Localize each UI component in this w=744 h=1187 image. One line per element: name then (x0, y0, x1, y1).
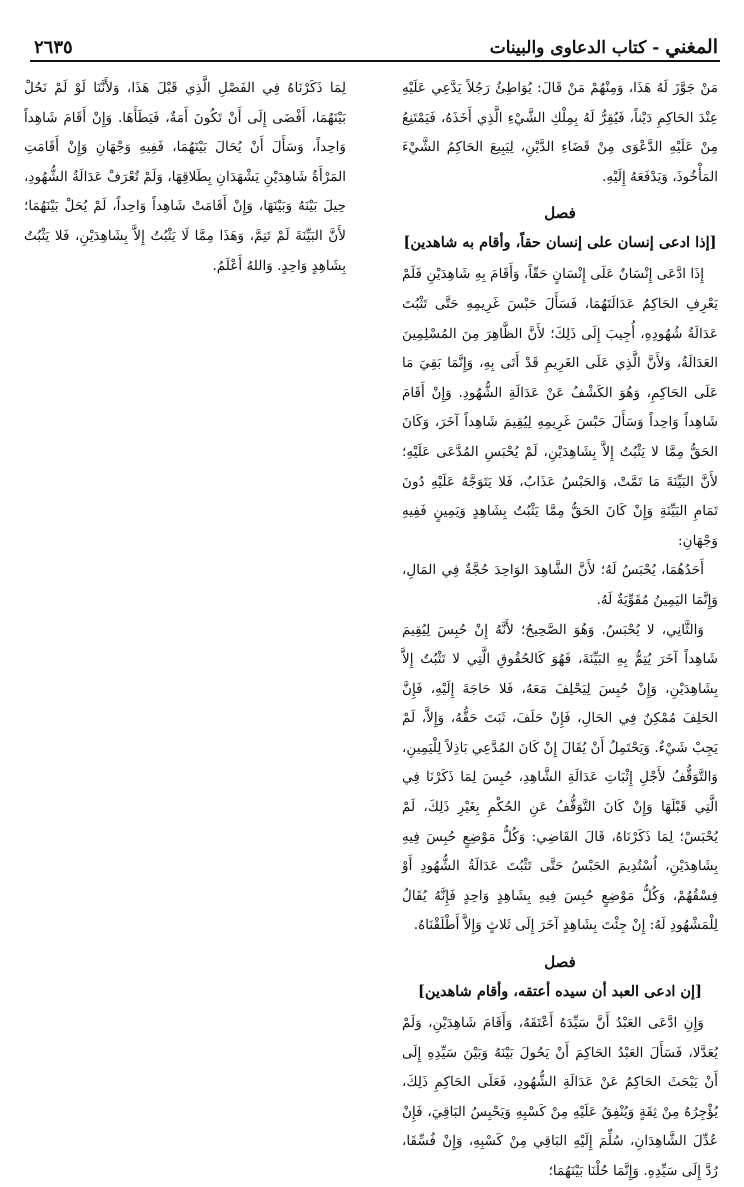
title-separator: - (646, 38, 666, 58)
running-title (490, 36, 718, 58)
book-title: المغني (665, 36, 718, 58)
section-2-label: فصل (544, 953, 576, 972)
section-2-title: [إن ادعى العبد أن سيده أعتقه، وأقام شاهدين] (418, 983, 702, 1001)
continuation-paragraph: لِمَا ذَكَرْنَاهُ فِي الفَصْلِ الَّذِي قَبْلَ هَذَا، وَلأَنَّنَا لَوْ لَمْ نَحُلْ بَيْنَهُمَا، أَفْضَى إِلَى أَنْ تَكُونَ أَمَةٌ، فَيَطَأَهَا. وَإِنْ أَقَامَ شَاهِداً وَاحِداً، وَسَأَلَ أَنْ يُحَالَ بَيْنَهُمَا، فَفِيهِ وَجْهَانِ وَإِنْ أَقَامَتِ المَرْأَةُ شَاهِدَيْنِ يَشْهَدَانِ بِطَلاقِهَا، وَلَمْ تُعْرَفْ عَدَالَةُ الشُّهُودِ، حِيلَ بَيْنَهُ وَبَيْنَهَا، وَإِنْ أَقَامَتْ شَاهِداً وَاحِداً، لَمْ يُحَلْ بَيْنَهُمَا؛ لأَنَّ البَيِّنَةَ لَمْ تَتِمَّ، وَهَذَا مِمَّا لَا يَثْبُتُ إِلاَّ بِشَاهِدَيْنِ، فَلا يَثْبُتُ بِشَاهِدٍ وَاحِدٍ. وَاللهُ أَعْلَمُ. (24, 80, 346, 274)
section-1-label: فصل (544, 204, 576, 223)
section-1-title: [إذا ادعى إنسان على إنسان حقاً، وأقام به شاهدين] (403, 234, 717, 252)
right-column (402, 74, 718, 1187)
header-rule (30, 60, 720, 62)
section-1-paragraph-2: أَحَدُهُمَا، يُحْبَسُ لَهُ؛ لأَنَّ الشَّاهِدَ الوَاحِدَ حُجَّةٌ فِي المَالِ، وَإِنَّمَا اليَمِينُ مُقَوِّيَةٌ لَهُ. (402, 562, 718, 608)
page-number: ٢٦٣٥ (34, 37, 73, 58)
chapter-title: كتاب الدعاوى والبينات (489, 38, 647, 58)
left-column (24, 74, 346, 281)
section-1-paragraph-1: إِذَا ادَّعَى إِنْسَانٌ عَلَى إِنْسَانٍ حَقّاً، وَأَقَامَ بِهِ شَاهِدَيْنِ فَلَمْ يَعْرِفِ الحَاكِمُ عَدَالَتَهُمَا، فَسَأَلَ حَبْسَ غَرِيمِهِ حَتَّى تَثْبُتَ عَدَالَةُ شُهُودِهِ، أُجِيبَ إِلَى ذَلِكَ؛ لأَنَّ الظَّاهِرَ مِنَ المُسْلِمِينَ العَدَالَةُ، وَلأَنَّ الَّذِي عَلَى الغَرِيمِ قَدْ أَتَى بِهِ، وَإِنَّمَا بَقِيَ مَا عَلَى الحَاكِمِ، وَهُوَ الكَشْفُ عَنْ عَدَالَةِ الشُّهُودِ. وَإِنْ أَقَامَ شَاهِداً وَاحِداً وَسَأَلَ حَبْسَ غَرِيمِهِ لِيُقِيمَ شَاهِداً آخَرَ، وَكَانَ الحَقُّ مِمَّا لا يَثْبُتُ إِلاَّ بِشَاهِدَيْنِ، لَمْ يُحْبَسِ المُدَّعَى عَلَيْهِ؛ لأَنَّ البَيِّنَةَ مَا تَمَّتْ، وَالحَبْسُ عَذَابٌ، فَلا يَتَوَجَّهُ عَلَيْهِ دُونَ تَمَامِ البَيِّنَةِ وَإِنْ كَانَ الحَقُّ مِمَّا يَثْبُتُ بِشَاهِدٍ وَيَمِينٍ فَفِيهِ وَجْهَانِ: (402, 266, 718, 549)
section-1-paragraph-3: وَالثَّانِي، لا يُحْبَسُ. وَهُوَ الصَّحِيحُ؛ لأَنَّهُ إِنْ حُبِسَ لِيُقِيمَ شَاهِداً آخَرَ يُتِمُّ بِهِ البَيِّنَةَ، فَهُوَ كَالحُقُوقِ الَّتِي لا تَثْبُتُ إِلاَّ بِشَاهِدَيْنِ، وَإِنْ حُبِسَ لِيَحْلِفَ مَعَهُ، فَلا حَاجَةَ إِلَيْهِ، فَإِنَّ الحَلِفَ مُمْكِنٌ فِي الحَالِ، فَإِنْ حَلَفَ، ثَبَتَ حَقُّهُ، وَإِلاَّ، لَمْ يَجِبْ شَيْءٌ. وَيَحْتَمِلُ أَنْ يُقَالَ إِنْ كَانَ المُدَّعِي بَاذِلاً لِلْيَمِينِ، وَالتَّوَقُّفُ لأَجْلِ إِثْبَاتِ عَدَالَةِ الشَّاهِدِ، حُبِسَ لِمَا ذَكَرْنَا فِي الَّتِي قَبْلَهَا وَإِنْ كَانَ التَّوَقُّفُ عَنِ الحُكْمِ بِغَيْرِ ذَلِكَ، لَمْ يُحْبَسْ؛ لِمَا ذَكَرْنَاهُ، قَالَ القَاضِي: وَكُلُّ مَوْضِعٍ حُبِسَ فِيهِ بِشَاهِدَيْنِ، اُسْتُدِيمَ الحَبْسُ حَتَّى تَثْبُتَ عَدَالَةُ الشُّهُودِ أَوْ فِسْقُهُمْ، وَكُلُّ مَوْضِعٍ حُبِسَ فِيهِ بِشَاهِدٍ وَاحِدٍ فَإِنَّهُ يُقَالُ لِلْمَشْهُودِ لَهُ: إِنْ جِئْتَ بِشَاهِدٍ آخَرَ إِلَى ثَلاثٍ وَإِلاَّ أَطْلَقْنَاهُ. (402, 621, 718, 934)
section-2-paragraph-1: وَإِنِ ادَّعَى العَبْدُ أَنَّ سَيِّدَهُ أَعْتَقَهُ، وَأَقَامَ شَاهِدَيْنِ، وَلَمْ يُعَدَّلا، فَسَأَلَ العَبْدُ الحَاكِمَ أَنْ يَحُولَ بَيْنَهُ وَبَيْنَ سَيِّدِهِ إِلَى أَنْ يَبْحَثَ الحَاكِمُ عَنْ عَدَالَةِ الشُّهُودِ، فَعَلَى الحَاكِمِ ذَلِكَ، يُؤْجِرُهُ مِنْ ثِقَةٍ وَيُنْفِقُ عَلَيْهِ مِنْ كَسْبِهِ وَيَحْبِسُ البَاقِيَ، فَإِنْ عُدِّلَ الشَّاهِدَانِ، سُلِّمَ إِلَيْهِ البَاقِي مِنْ كَسْبِهِ، وَإِنْ فُسِّقَا، رُدَّ إِلَى سَيِّدِهِ. وَإِنَّمَا حُلْنَا بَيْنَهُمَا؛ (402, 1015, 718, 1179)
page-header (34, 28, 718, 58)
opening-paragraph: مَنْ جَوَّزَ لَهُ هَذَا، وَمِنْهُمْ مَنْ قَالَ: يُوَاطِئُ رَجُلاً يَدَّعِي عَلَيْهِ عِنْدَ الحَاكِمِ دَيْناً، فَيُقِرُّ لَهُ بِمِلْكِ الشَّيْءِ الَّذِي أَخَذَهُ، فَيَمْتَنِعُ مِنْ عَلَيْهِ الدَّعْوَى مِنْ قَضَاءِ الدَّيْنِ، لِيَبِيعَ الحَاكِمُ الشَّيْءَ المَأْخُوذَ، وَيَدْفَعَهُ إِلَيْهِ. (402, 80, 718, 185)
